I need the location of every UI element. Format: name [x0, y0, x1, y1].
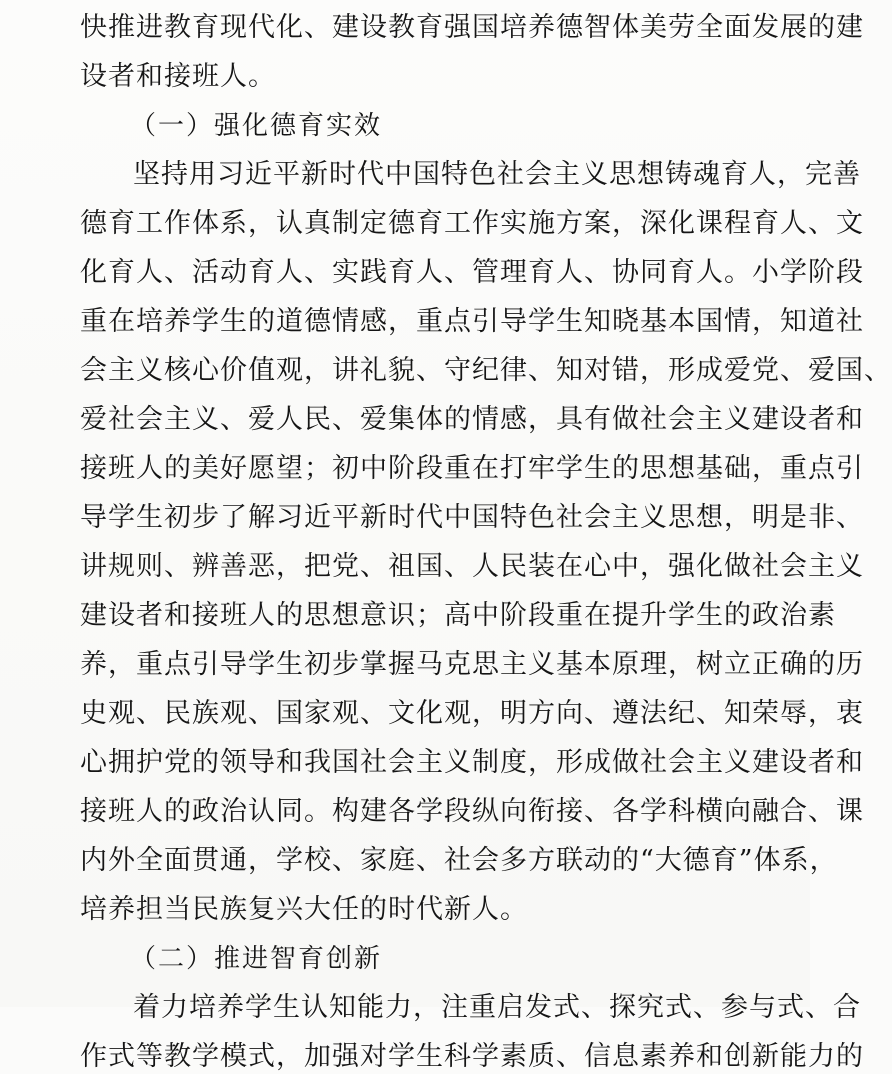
text-line: 重在培养学生的道德情感，重点引导学生知晓基本国情，知道社 — [80, 306, 864, 337]
text-line: 养，重点引导学生初步掌握马克思主义基本原理，树立正确的历 — [80, 649, 864, 680]
text-line: 会主义核心价值观，讲礼貌、守纪律、知对错，形成爱党、爱国、 — [80, 355, 892, 386]
text-line: 着力培养学生认知能力，注重启发式、探究式、参与式、合 — [133, 992, 861, 1023]
section-heading: （一）强化德育实效 — [130, 111, 383, 141]
text-line: 设者和接班人。 — [80, 61, 276, 92]
text-line: 接班人的美好愿望；初中阶段重在打牢学生的思想基础，重点引 — [80, 453, 864, 484]
text-line: 坚持用习近平新时代中国特色社会主义思想铸魂育人，完善 — [133, 159, 861, 190]
text-line: 史观、民族观、国家观、文化观，明方向、遵法纪、知荣辱，衷 — [80, 698, 864, 729]
text-line: 内外全面贯通，学校、家庭、社会多方联动的“大德育”体系， — [80, 845, 838, 876]
section-heading: （二）推进智育创新 — [130, 944, 383, 974]
text-line: 快推进教育现代化、建设教育强国培养德智体美劳全面发展的建 — [80, 12, 864, 43]
text-line: 建设者和接班人的思想意识；高中阶段重在提升学生的政治素 — [80, 600, 836, 631]
text-line: 心拥护党的领导和我国社会主义制度，形成做社会主义建设者和 — [80, 747, 864, 778]
text-line: 导学生初步了解习近平新时代中国特色社会主义思想，明是非、 — [80, 502, 864, 533]
text-line: 讲规则、辨善恶，把党、祖国、人民装在心中，强化做社会主义 — [80, 551, 864, 582]
text-line: 作式等教学模式，加强对学生科学素质、信息素养和创新能力的 — [80, 1041, 864, 1072]
text-line: 德育工作体系，认真制定德育工作实施方案，深化课程育人、文 — [80, 208, 864, 239]
text-line: 培养担当民族复兴大任的时代新人。 — [80, 894, 528, 925]
text-line: 化育人、活动育人、实践育人、管理育人、协同育人。小学阶段 — [80, 257, 864, 288]
text-line: 接班人的政治认同。构建各学段纵向衔接、各学科横向融合、课 — [80, 796, 864, 827]
text-line: 爱社会主义、爱人民、爱集体的情感，具有做社会主义建设者和 — [80, 404, 864, 435]
